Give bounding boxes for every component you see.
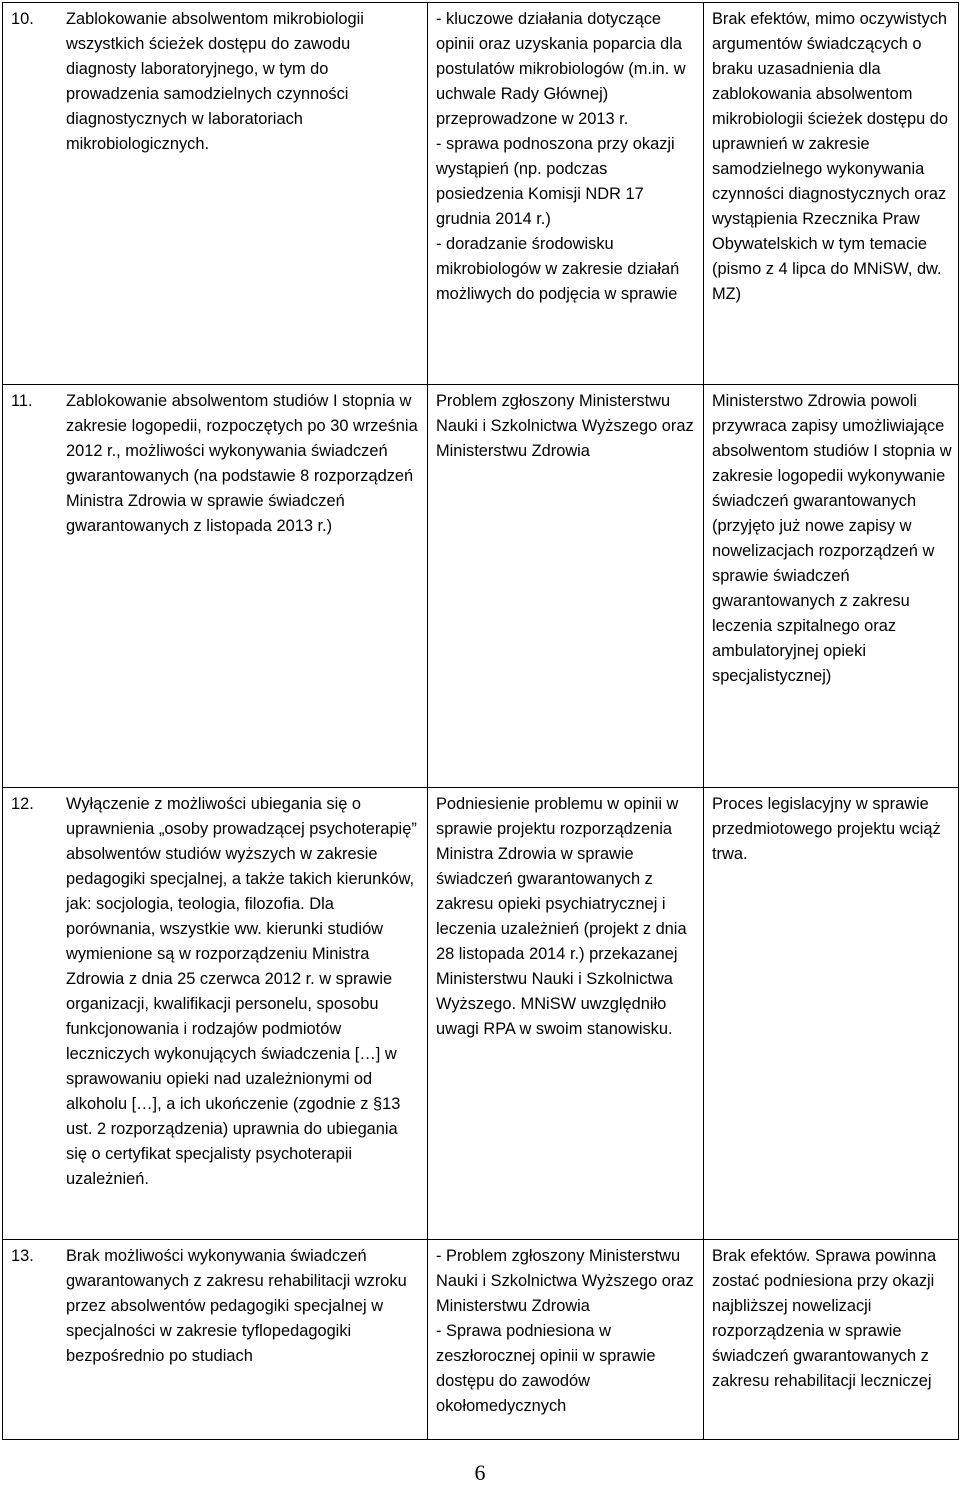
status-text: Ministerstwo Zdrowia powoli przywraca zapisy umożliwiające absolwentom studiów I stopnia w zakresie logopedii wykonywanie świadczeń gwarantowanych (przyjęto już nowe zapisy w nowelizacjach rozporządzeń w sprawie świadczeń gwarantowanych z zakresu leczenia szpitalnego oraz ambulatoryjnej opieki specjalistycznej) xyxy=(712,392,952,685)
status-cell xyxy=(704,385,959,788)
issues-table xyxy=(2,2,959,1440)
problem-cell xyxy=(3,3,428,385)
problem-description: Zablokowanie absolwentom studiów I stopnia w zakresie logopedii, rozpoczętych po 30 września 2012 r., możliwości wykonywania świadczeń gwarantowanych (na podstawie 8 rozporządzeń Ministra Zdrowia w sprawie świadczeń gwarantowanych z listopada 2013 r.) xyxy=(66,392,418,535)
action-item: - doradzanie środowisku mikrobiologów w zakresie działań możliwych do podjęcia w sprawie xyxy=(436,235,680,303)
action-item: - sprawa podnoszona przy okazji wystąpień (np. podczas posiedzenia Komisji NDR 17 grudnia 2014 r.) xyxy=(436,135,675,228)
actions-cell xyxy=(428,1240,704,1440)
page-number: 6 xyxy=(474,1460,486,1485)
status-cell xyxy=(704,788,959,1240)
table-row xyxy=(3,385,959,788)
action-item: - Problem zgłoszony Ministerstwu Nauki i Szkolnictwa Wyższego oraz Ministerstwu Zdrowia xyxy=(436,1247,694,1315)
problem-description: Brak możliwości wykonywania świadczeń gwarantowanych z zakresu rehabilitacji wzroku przez absolwentów pedagogiki specjalnej w specjalności w zakresie tyflopedagogiki bezpośrednio po studiach xyxy=(66,1247,407,1365)
actions-cell xyxy=(428,788,704,1240)
problem-cell xyxy=(3,1240,428,1440)
row-number: 12. xyxy=(11,795,34,813)
row-number: 11. xyxy=(11,392,33,410)
action-item: - kluczowe działania dotyczące opinii oraz uzyskania poparcia dla postulatów mikrobiologów (m.in. w uchwale Rady Głównej) przeprowadzone w 2013 r. xyxy=(436,10,686,128)
action-item: - Sprawa podniesiona w zeszłorocznej opinii w sprawie dostępu do zawodów okołomedycznych xyxy=(436,1322,656,1415)
row-number: 13. xyxy=(11,1247,34,1265)
action-item: Problem zgłoszony Ministerstwu Nauki i Szkolnictwa Wyższego oraz Ministerstwu Zdrowia xyxy=(436,392,694,460)
row-number: 10. xyxy=(11,10,34,28)
problem-cell xyxy=(3,385,428,788)
status-cell xyxy=(704,3,959,385)
status-text: Brak efektów. Sprawa powinna zostać podniesiona przy okazji najbliższej nowelizacji rozporządzenia w sprawie świadczeń gwarantowanych z zakresu rehabilitacji leczniczej xyxy=(712,1247,937,1390)
table-row xyxy=(3,3,959,385)
action-item: Podniesienie problemu w opinii w sprawie projektu rozporządzenia Ministra Zdrowia w sprawie świadczeń gwarantowanych z zakresu opieki psychiatrycznej i leczenia uzależnień (projekt z dnia 28 listopada 2014 r.) przekazanej Ministerstwu Nauki i Szkolnictwa Wyższego. MNiSW uwzględniło uwagi RPA w swoim stanowisku. xyxy=(436,795,687,1038)
problem-description: Zablokowanie absolwentom mikrobiologii wszystkich ścieżek dostępu do zawodu diagnosty laboratoryjnego, w tym do prowadzenia samodzielnych czynności diagnostycznych w laboratoriach mikrobiologicznych. xyxy=(66,10,364,153)
problem-description: Wyłączenie z możliwości ubiegania się o uprawnienia „osoby prowadzącej psychoterapię” absolwentów studiów wyższych w zakresie pedagogiki specjalnej, a także takich kierunków, jak: socjologia, teologia, filozofia. Dla porównania, wszystkie ww. kierunki studiów wymienione są w rozporządzeniu Ministra Zdrowia z dnia 25 czerwca 2012 r. w sprawie organizacji, kwalifikacji personelu, sposobu funkcjonowania i rodzajów podmiotów leczniczych wykonujących świadczenia […] w sprawowaniu opieki nad uzależnionymi od alkoholu […], a ich ukończenie (zgodnie z §13 ust. 2 rozporządzenia) uprawnia do ubiegania się o certyfikat specjalisty psychoterapii uzależnień. xyxy=(66,795,417,1188)
actions-cell xyxy=(428,3,704,385)
status-text: Brak efektów, mimo oczywistych argumentów świadczących o braku uzasadnienia dla zablokowania absolwentom mikrobiologii ścieżek dostępu do uprawnień w zakresie samodzielnego wykonywania czynności diagnostycznych oraz wystąpienia Rzecznika Praw Obywatelskich w tym temacie (pismo z 4 lipca do MNiSW, dw. MZ) xyxy=(712,10,948,303)
status-cell xyxy=(704,1240,959,1440)
table-row xyxy=(3,1240,959,1440)
status-text: Proces legislacyjny w sprawie przedmiotowego projektu wciąż trwa. xyxy=(712,795,941,863)
problem-cell xyxy=(3,788,428,1240)
actions-cell xyxy=(428,385,704,788)
table-row xyxy=(3,788,959,1240)
